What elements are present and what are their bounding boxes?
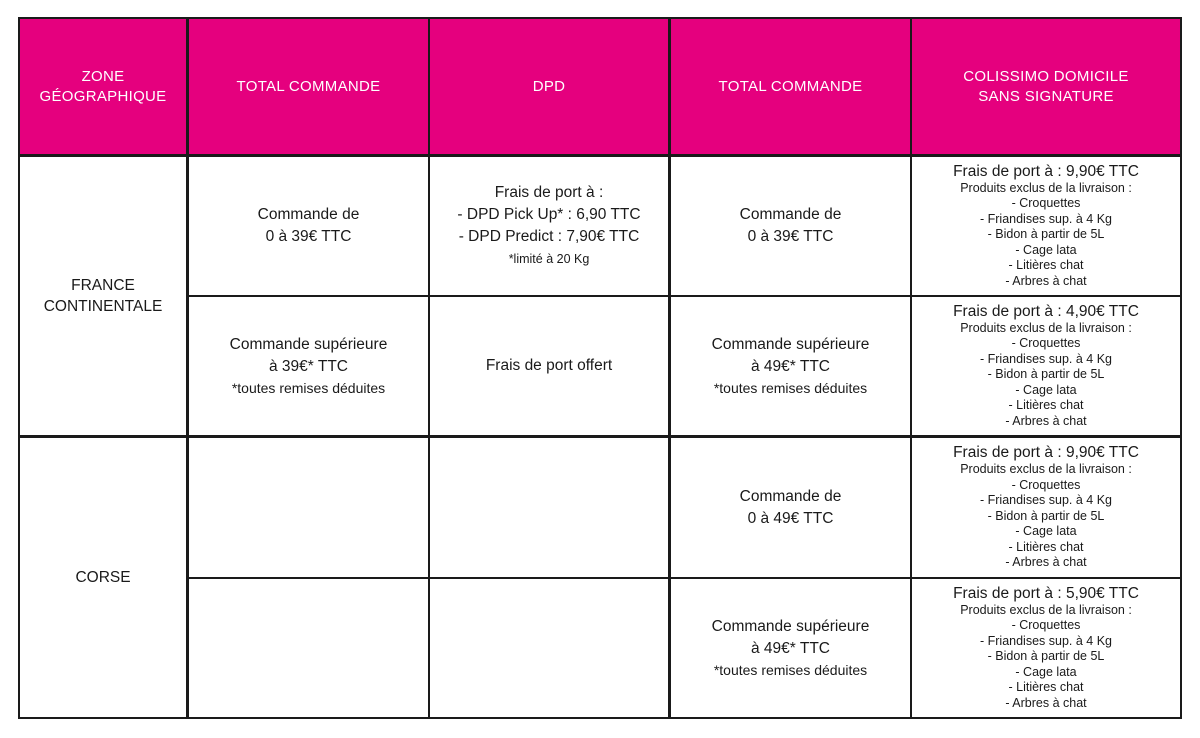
r1-dpd-line-1: Frais de port à : bbox=[494, 184, 604, 201]
r2-total2-line-1: Commande supérieure bbox=[711, 335, 870, 353]
header-dpd bbox=[430, 19, 668, 154]
r1-dpd bbox=[430, 157, 668, 295]
zone-corse bbox=[20, 438, 186, 717]
exclusion-item: - Cage lata bbox=[1015, 664, 1077, 679]
r3-total2-line-1: Commande de bbox=[739, 487, 842, 505]
exclusion-item: - Friandises sup. à 4 Kg bbox=[979, 351, 1112, 366]
r2-total-commande-2 bbox=[671, 297, 910, 435]
r2-total1-note: *toutes remises déduites bbox=[231, 379, 386, 396]
exclusion-item: - Arbres à chat bbox=[1005, 555, 1087, 570]
exclusion-item: - Cage lata bbox=[1015, 524, 1077, 539]
exclusion-item: - Bidon à partir de 5L bbox=[987, 508, 1105, 523]
r1-colissimo bbox=[912, 157, 1180, 295]
exclusion-item: - Arbres à chat bbox=[1005, 695, 1087, 710]
exclusion-item: - Arbres à chat bbox=[1005, 273, 1087, 288]
r3-colissimo bbox=[912, 438, 1180, 577]
r2-colis-title: Frais de port à : 4,90€ TTC bbox=[953, 302, 1139, 320]
r1-colis-title: Frais de port à : 9,90€ TTC bbox=[953, 162, 1139, 180]
r2-total1-line-1: Commande supérieure bbox=[229, 335, 388, 353]
exclusion-item: - Friandises sup. à 4 Kg bbox=[979, 211, 1112, 226]
r4-colis-title: Frais de port à : 5,90€ TTC bbox=[953, 584, 1139, 602]
header-total-commande-1 bbox=[189, 19, 428, 154]
exclusion-item: - Croquettes bbox=[1011, 477, 1081, 492]
header-total-commande-2 bbox=[671, 19, 910, 154]
header-total-1-label: TOTAL COMMANDE bbox=[236, 77, 381, 95]
r3-total-commande-1-empty bbox=[189, 438, 428, 577]
r1-dpd-line-3: - DPD Predict : 7,90€ TTC bbox=[458, 228, 640, 245]
exclusion-item: - Croquettes bbox=[1011, 196, 1081, 211]
exclusion-item: - Cage lata bbox=[1015, 382, 1077, 397]
exclusion-item: - Litières chat bbox=[1008, 258, 1084, 273]
r1-total2-line-2: 0 à 39€ TTC bbox=[747, 228, 834, 245]
exclusion-item: - Friandises sup. à 4 Kg bbox=[979, 633, 1112, 648]
exclusion-item: - Bidon à partir de 5L bbox=[987, 649, 1105, 664]
exclusion-item: - Litières chat bbox=[1008, 539, 1084, 554]
exclusion-item: - Bidon à partir de 5L bbox=[987, 367, 1105, 382]
r4-colissimo bbox=[912, 579, 1180, 717]
r4-total2-note: *toutes remises déduites bbox=[713, 661, 868, 678]
exclusions-heading: Produits exclus de la livraison : bbox=[960, 180, 1132, 195]
r1-dpd-note: *limité à 20 Kg bbox=[508, 252, 590, 266]
r1-total-commande-1 bbox=[189, 157, 428, 295]
r1-total1-line-2: 0 à 39€ TTC bbox=[265, 228, 352, 245]
header-colissimo bbox=[912, 19, 1180, 154]
exclusion-item: - Arbres à chat bbox=[1005, 413, 1087, 428]
header-zone-line-1: ZONE bbox=[81, 67, 125, 85]
r4-total-commande-1-empty bbox=[189, 579, 428, 717]
r2-colissimo bbox=[912, 297, 1180, 435]
header-zone bbox=[20, 19, 186, 154]
r2-total2-line-2: à 49€* TTC bbox=[751, 357, 830, 375]
exclusions-heading: Produits exclus de la livraison : bbox=[960, 462, 1132, 477]
r4-total-commande-2 bbox=[671, 579, 910, 717]
exclusion-item: - Litières chat bbox=[1008, 680, 1084, 695]
r3-total2-line-2: 0 à 49€ TTC bbox=[747, 509, 834, 527]
r4-total2-line-1: Commande supérieure bbox=[711, 617, 870, 635]
header-total-2-label: TOTAL COMMANDE bbox=[718, 77, 863, 95]
r4-dpd-empty bbox=[430, 579, 668, 717]
exclusion-item: - Cage lata bbox=[1015, 242, 1077, 257]
exclusions-heading: Produits exclus de la livraison : bbox=[960, 320, 1132, 335]
r3-colis-title: Frais de port à : 9,90€ TTC bbox=[953, 444, 1139, 462]
r2-total-commande-1 bbox=[189, 297, 428, 435]
header-colissimo-line-1: COLISSIMO DOMICILE bbox=[963, 67, 1129, 85]
r3-total-commande-2 bbox=[671, 438, 910, 577]
exclusion-item: - Litières chat bbox=[1008, 398, 1084, 413]
header-colissimo-line-2: SANS SIGNATURE bbox=[978, 87, 1114, 105]
header-dpd-label: DPD bbox=[532, 77, 566, 95]
zone-france-continentale bbox=[20, 157, 186, 435]
zone-corse-label: CORSE bbox=[75, 569, 131, 586]
header-zone-line-2: GÉOGRAPHIQUE bbox=[39, 87, 167, 105]
r4-total2-line-2: à 49€* TTC bbox=[751, 639, 830, 657]
exclusions-heading: Produits exclus de la livraison : bbox=[960, 602, 1132, 617]
r2-dpd-label: Frais de port offert bbox=[485, 357, 613, 374]
r1-dpd-line-2: - DPD Pick Up* : 6,90 TTC bbox=[457, 206, 641, 223]
zone-france-line-1: FRANCE bbox=[71, 277, 135, 294]
r1-total1-line-1: Commande de bbox=[257, 206, 360, 223]
r1-total-commande-2 bbox=[671, 157, 910, 295]
exclusion-item: - Bidon à partir de 5L bbox=[987, 227, 1105, 242]
exclusion-item: - Friandises sup. à 4 Kg bbox=[979, 493, 1112, 508]
exclusion-item: - Croquettes bbox=[1011, 336, 1081, 351]
r1-total2-line-1: Commande de bbox=[739, 206, 842, 223]
zone-france-line-2: CONTINENTALE bbox=[43, 298, 163, 315]
r2-total2-note: *toutes remises déduites bbox=[713, 379, 868, 396]
r3-dpd-empty bbox=[430, 438, 668, 577]
exclusion-item: - Croquettes bbox=[1011, 618, 1081, 633]
r2-total1-line-2: à 39€* TTC bbox=[269, 357, 348, 375]
r2-dpd bbox=[430, 297, 668, 435]
